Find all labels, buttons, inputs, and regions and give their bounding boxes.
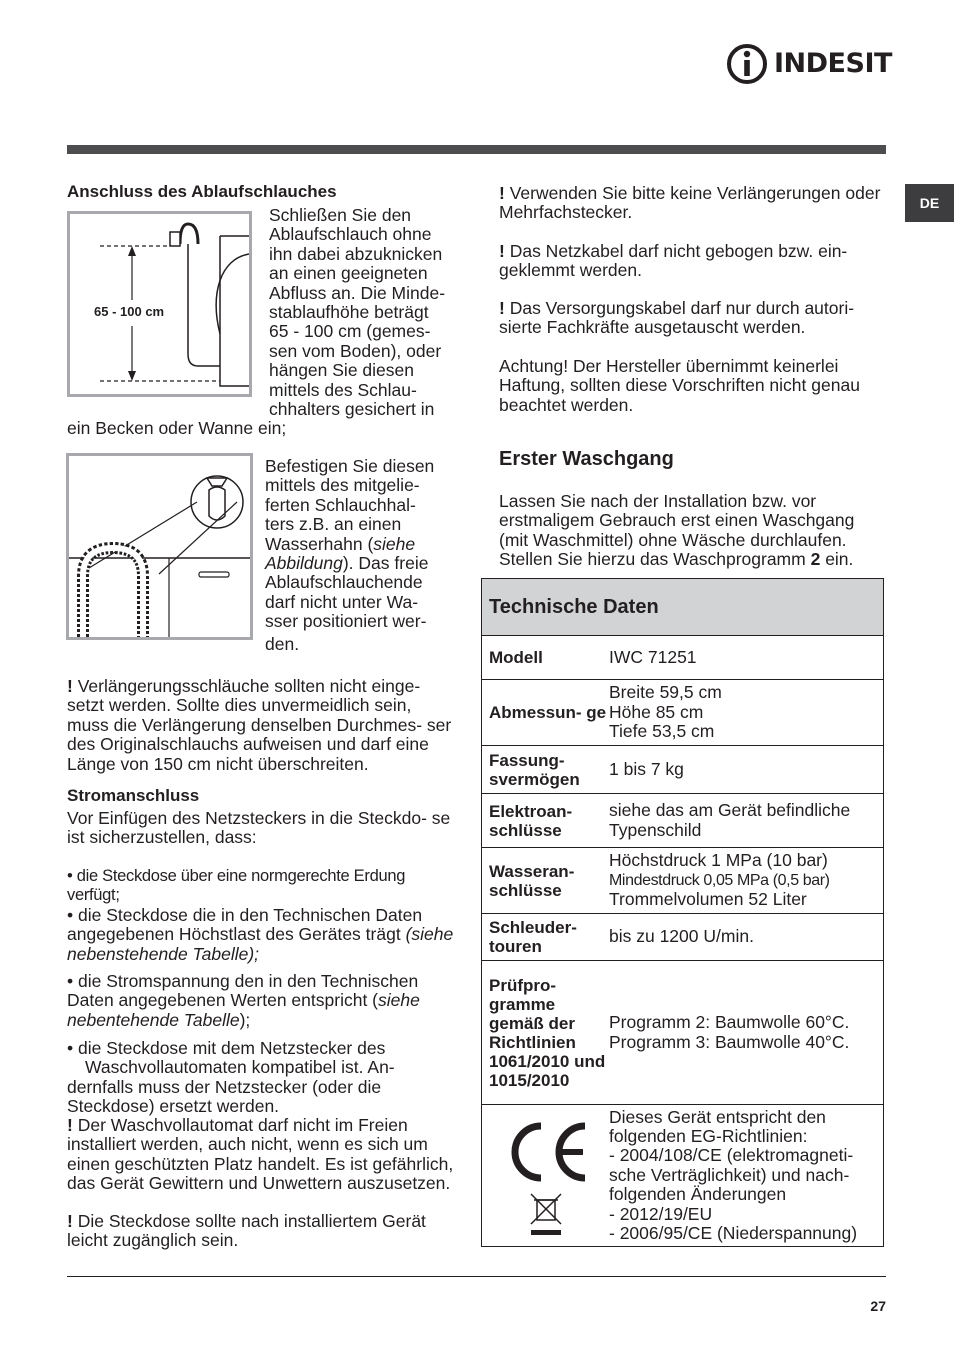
technical-data-table [481,578,884,1247]
drain-line: chhalters gesichert in [269,399,435,420]
fix-text [265,457,465,654]
row-value: Programm 3: Baumwolle 40°C. [609,1031,850,1052]
drain-line: an einen geeigneten [269,263,428,284]
table-row [482,680,883,746]
row-label: Elektroan- schlüsse [489,801,573,840]
drain-line: 65 - 100 cm (gemes- [269,321,431,342]
outdoor-warning: ! Der Waschvollautomat darf nicht im Freien installiert werden, auch nicht, wenn es sich um einen geschützten Platz handelt. Es ist gefährlich, das Gerät Gewittern und Unwettern auszusetzen. [67,1115,454,1194]
footer-rule [67,1276,886,1277]
row-value: - 2012/19/EU [609,1203,713,1224]
bullet-max-load: • die Steckdose die in den Technischen Daten angegebenen Höchstlast des Gerätes trägt (siehe nebenstehende Tabelle); [67,905,454,964]
ce-weee-marks [482,1105,609,1246]
row-label: Schleuder- touren [489,918,577,956]
header-bar [67,145,886,154]
power-heading: Stromanschluss [67,786,200,805]
liability-notice: Achtung! Der Hersteller übernimmt keinerlei Haftung, sollten diese Vorschriften nicht genau beachtet werden. [499,356,860,415]
row-value: siehe das am Gerät befindliche [609,800,851,821]
row-value: 1 bis 7 kg [609,758,684,779]
warning-mark: ! [499,183,505,203]
fix-line: Wasserhahn (siehe [265,533,416,554]
fix-line: Befestigen Sie diesen [265,456,435,476]
warning-mark: ! [67,1115,73,1135]
bullet-grounding: • die Steckdose über eine normgerechte Erdung verfügt; [67,867,406,905]
drain-line: Schließen Sie den [269,205,412,225]
table-row [482,961,883,1105]
drain-line: hängen Sie diesen [269,360,414,381]
height-label: 65 - 100 cm [94,304,165,319]
hose-holder-figure [66,453,253,640]
fix-line: ferten Schlauchhal- [265,494,416,515]
row-value: - 2006/95/CE (Niederspannung) [609,1223,858,1244]
power-intro: Vor Einfügen des Netzsteckers in die Steckdo- se ist sicherzustellen, dass: [67,808,451,848]
ce-mark-icon [501,1114,591,1238]
row-value: Trommelvolumen 52 Liter [609,889,807,910]
table-row [482,914,883,961]
table-row [482,1105,883,1246]
row-value: folgenden Änderungen [609,1184,787,1205]
row-value: Höhe 85 cm [609,701,704,722]
first-wash-heading: Erster Waschgang [499,448,674,470]
row-label: Wasseran- schlüsse [489,861,575,900]
drain-text [269,206,469,419]
fix-line: darf nicht unter Wa- [265,591,419,612]
warning-mark: ! [499,241,505,261]
row-value: Höchstdruck 1 MPa (10 bar) [609,850,828,871]
row-value: Mindestdruck 0,05 MPa (0,5 bar) [609,871,830,889]
extension-warning: ! Verlängerungsschläuche sollten nicht einge- setzt werden. Sollte dies unvermeidlich sein, muss die Verlängerung denselben Durchmes- ser des Originalschlauchs aufweisen und darf eine Länge von 150 cm nicht überschreiten. [67,676,452,774]
drain-line: mittels des Schlau- [269,379,417,400]
warning-mark: ! [499,298,505,318]
warn-cable-bend: ! Das Netzkabel darf nicht gebogen bzw. ein- geklemmt werden. [499,241,848,281]
indesit-logo [726,40,892,86]
drain-line: Abfluss an. Die Minde- [269,282,446,303]
fix-line: Ablaufschlauchende [265,572,423,593]
bullet-voltage: • die Stromspannung den in den Technischen Daten angegebenen Werten entspricht (siehe nebentehende Tabelle); [67,971,420,1030]
row-value: folgenden EG-Richtlinien: [609,1125,808,1146]
table-row [482,636,883,680]
page-number: 27 [870,1298,886,1314]
row-label: Abmessun- ge [489,703,607,722]
row-value: bis zu 1200 U/min. [609,926,754,947]
drain-heading: Anschluss des Ablaufschlauches [67,182,337,201]
bullet-plug: • die Steckdose mit dem Netzstecker des Waschvollautomaten kompatibel ist. An- dernfalls muss der Netzstecker (oder die Steckdose) ersetzt werden. [67,1038,395,1117]
language-tab: DE [905,184,954,222]
table-row [482,794,883,848]
fix-line: mittels des mitgelie- [265,475,420,496]
row-value: Breite 59,5 cm [609,682,722,703]
hose-holder-illustration [69,456,250,637]
warn-no-extension: ! Verwenden Sie bitte keine Verlängerungen oder Mehrfachstecker. [499,183,881,223]
first-wash-text: Lassen Sie nach der Installation bzw. vor erstmaligem Gebrauch erst einen Waschgang (mit Waschmittel) ohne Wäsche durchlaufen. Stellen Sie hierzu das Waschprogramm 2 ein. [499,491,855,570]
row-value: IWC 71251 [609,646,697,667]
weee-bin-icon [531,1194,561,1235]
warn-cable-replace: ! Das Versorgungskabel darf nur durch autori- sierte Fachkräfte ausgetauscht werden. [499,298,855,338]
indesit-logo-icon [726,40,770,86]
drain-height-figure [67,211,252,397]
access-warning: ! Die Steckdose sollte nach installiertem Gerät leicht zugänglich sein. [67,1211,426,1251]
drain-line: sen vom Boden), oder [269,340,442,361]
row-label: Modell [489,648,543,667]
drain-line: ihn dabei abzuknicken [269,243,443,264]
row-value: - 2004/108/CE (elektromagneti- [609,1145,854,1166]
warning-mark: ! [67,1211,73,1231]
drain-text-tail: ein Becken oder Wanne ein; [67,418,287,438]
row-label: Prüfpro- gramme gemäß der Richtlinien 1061/2010 und 1015/2010 [489,975,606,1090]
drain-line: stablaufhöhe beträgt [269,302,429,323]
brand-name: INDESIT [774,48,892,79]
fix-line: Abbildung). Das freie [265,553,429,574]
fix-line: ters z.B. an einen [265,514,402,535]
fix-line: den. [265,633,300,654]
drain-line: Ablaufschlauch ohne [269,224,432,245]
fix-line: sser positioniert wer- [265,611,427,632]
row-label: Fassung- svermögen [489,750,580,789]
row-value: Dieses Gerät entspricht den [609,1106,826,1127]
table-row [482,746,883,794]
row-value: Typenschild [609,819,702,840]
table-title: Technische Daten [482,579,883,636]
table-row [482,848,883,914]
warning-mark: ! [67,676,73,696]
row-value: sche Verträglichkeit) und nach- [609,1164,850,1185]
row-value: Programm 2: Baumwolle 60°C. [609,1012,850,1033]
row-value: Tiefe 53,5 cm [609,721,715,742]
